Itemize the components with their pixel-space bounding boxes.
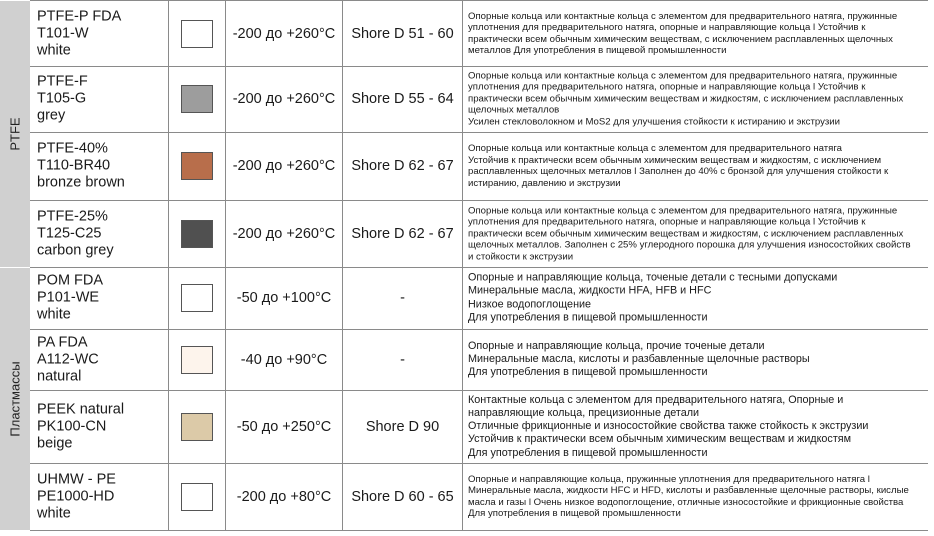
- material-name: PA FDA: [37, 334, 88, 350]
- application-line: Опорные кольца или контактные кольца с элементом для предварительного натяга, пружинные: [468, 69, 898, 81]
- material-code: T125-C25: [37, 225, 102, 241]
- application-line: Для употребления в пищевой промышленности: [468, 311, 708, 324]
- material-name: PTFE-F: [37, 73, 88, 89]
- temperature-range: -50 до +100°C: [236, 290, 332, 306]
- temperature-range: -40 до +90°C: [240, 351, 328, 368]
- application-line: практически всем обычным химическим веществам и жидкостям, с исключением расплавленных: [468, 227, 904, 239]
- material-name-cell: [30, 463, 169, 530]
- application-cell: [463, 132, 928, 200]
- material-color-name: bronze brown: [37, 174, 125, 191]
- hardness-cell: [343, 200, 463, 267]
- material-name-cell: [30, 329, 169, 390]
- application-line: истиранию, давлению и экструзии: [468, 177, 621, 189]
- color-swatch-cell: [169, 329, 226, 390]
- material-code: T105-G: [37, 90, 87, 106]
- hardness-cell: [343, 1, 463, 66]
- material-name: PTFE-25%: [37, 208, 108, 224]
- material-color-name: white: [37, 306, 71, 323]
- application-cell: [463, 329, 928, 390]
- material-code: PE1000-HD: [37, 488, 115, 504]
- temperature-cell: [226, 132, 343, 200]
- application-line: направляющие кольца, прецизионные детали: [468, 406, 700, 419]
- table-row: [30, 267, 928, 330]
- application-line: Минеральные масла, жидкости HFA, HFB и HFC: [468, 284, 712, 297]
- application-line: уплотнения для предварительного натяга, опорные и направляющие кольца l Устойчив к: [468, 81, 866, 93]
- application-line: практически всем обычным химическим веществам и жидкостям, с исключением расплавленных: [468, 92, 904, 104]
- material-code: PK100-CN: [37, 418, 107, 434]
- temperature-cell: [226, 1, 343, 66]
- material-color-name: beige: [37, 435, 73, 451]
- shore-hardness: -: [400, 351, 405, 368]
- application-line: Для употребления в пищевой промышленности: [468, 366, 708, 379]
- shore-hardness: Shore D 60 - 65: [351, 488, 454, 505]
- application-line: масла и газы l Очень низкое водопоглощение, отличные износостойкие и фрикционные свойства: [468, 496, 904, 508]
- color-swatch-cell: [169, 132, 226, 200]
- color-swatch-cell: [169, 65, 226, 132]
- table-row: [30, 463, 928, 531]
- group-plastics: [0, 268, 30, 530]
- material-name-cell: [30, 1, 169, 66]
- hardness-cell: [343, 267, 463, 329]
- temperature-range: -200 до +260°C: [232, 25, 336, 42]
- material-name-cell: [30, 132, 169, 200]
- material-code: P101-WE: [37, 289, 100, 306]
- group-ptfe: [0, 1, 30, 267]
- application-line: Опорные и направляющие кольца, точеные детали с тесными допусками: [468, 271, 838, 284]
- temperature-range: -200 до +260°C: [232, 90, 336, 107]
- color-swatch: [181, 413, 213, 441]
- application-line: практически всем обычным химическим веществам, с исключением расплавленных щелочных: [468, 33, 893, 45]
- temperature-range: -50 до +250°C: [236, 418, 332, 435]
- color-swatch-cell: [169, 390, 226, 463]
- application-line: уплотнения для предварительного натяга, опорные и направляющие кольца l Устойчив к: [468, 22, 866, 33]
- material-name: PEEK natural: [37, 401, 125, 417]
- application-line: Усилен стекловолокном и MoS2 для улучшения стойкости к истиранию и экструзии: [468, 115, 841, 127]
- application-line: Опорные и направляющие кольца, пружинные уплотнения для предварительного натяга l: [468, 473, 870, 485]
- application-cell: [463, 200, 928, 267]
- material-name: POM FDA: [37, 272, 104, 289]
- table-row: [30, 132, 928, 201]
- material-color-name: white: [37, 505, 71, 521]
- table-row: [30, 329, 928, 391]
- temperature-cell: [226, 65, 343, 132]
- temperature-cell: [226, 463, 343, 530]
- material-name-cell: [30, 65, 169, 132]
- shore-hardness: Shore D 51 - 60: [351, 25, 454, 42]
- application-line: Контактные кольца с элементом для предварительного натяга, Опорные и: [468, 393, 844, 406]
- application-cell: [463, 65, 928, 132]
- hardness-cell: [343, 390, 463, 463]
- application-line: Опорные кольца или контактные кольца с элементом для предварительного натяга, пружинные: [468, 204, 898, 216]
- color-swatch: [181, 20, 213, 48]
- application-line: щелочных металлов. Заполнен с 25% углеродного порошка для улучшения износостойких свойств: [468, 239, 911, 251]
- application-line: уплотнения для предварительного натяга, опорные и направляющие кольца l Устойчив к: [468, 216, 866, 228]
- temperature-range: -200 до +80°C: [236, 488, 332, 505]
- material-color-name: carbon grey: [37, 242, 114, 258]
- shore-hardness: Shore D 62 - 67: [351, 225, 454, 242]
- application-line: Отличные фрикционные и износостойкие свойства также стойкость к экструзии: [468, 419, 869, 432]
- application-line: металлов Для употребления в пищевой промышленности: [468, 45, 727, 56]
- temperature-cell: [226, 390, 343, 463]
- color-swatch: [181, 85, 213, 113]
- table-row: [30, 65, 928, 133]
- shore-hardness: Shore D 90: [365, 418, 440, 435]
- application-line: Минеральные масла, кислоты и разбавленные щелочные растворы: [468, 352, 810, 365]
- color-swatch-cell: [169, 1, 226, 66]
- group-label-ptfe: PTFE: [7, 117, 23, 151]
- application-line: щелочных металлов: [468, 104, 560, 116]
- table-row: [30, 0, 928, 67]
- material-name-cell: [30, 200, 169, 267]
- hardness-cell: [343, 463, 463, 530]
- application-line: Устойчив к практически всем обычным химическим веществам и жидкостям, с исключением: [468, 154, 882, 166]
- color-swatch-cell: [169, 267, 226, 329]
- temperature-cell: [226, 267, 343, 329]
- material-name-cell: [30, 390, 169, 463]
- color-swatch-cell: [169, 200, 226, 267]
- material-code: T101-W: [37, 25, 89, 41]
- shore-hardness: Shore D 55 - 64: [351, 90, 454, 107]
- temperature-cell: [226, 329, 343, 390]
- material-code: T110-BR40: [37, 157, 111, 174]
- application-line: Опорные кольца или контактные кольца с элементом для предварительного натяга: [468, 143, 842, 154]
- application-line: и стойкости к экструзии: [468, 250, 574, 262]
- temperature-cell: [226, 200, 343, 267]
- material-name: UHMW - PE: [37, 471, 116, 487]
- application-line: Устойчив к практически всем обычным химическим веществам и жидкостям: [468, 433, 852, 446]
- application-line: расплавленных щелочных металлов l Заполнен до 40% с бронзой для улучшения стойкости к: [468, 166, 889, 177]
- color-swatch: [181, 483, 213, 511]
- color-swatch: [181, 220, 213, 248]
- material-name: PTFE-40%: [37, 140, 108, 157]
- material-name-cell: [30, 267, 169, 329]
- material-code: A112-WC: [37, 351, 99, 367]
- application-line: Низкое водопоглощение: [468, 298, 592, 310]
- temperature-range: -200 до +260°C: [232, 225, 336, 242]
- table-row: [30, 200, 928, 268]
- hardness-cell: [343, 65, 463, 132]
- table-row: [30, 390, 928, 464]
- material-name: PTFE-P FDA: [37, 8, 122, 24]
- application-cell: [463, 267, 928, 329]
- application-cell: [463, 463, 928, 530]
- color-swatch: [181, 346, 213, 374]
- application-cell: [463, 390, 928, 463]
- group-label-plastics: Пластмассы: [7, 361, 23, 437]
- application-line: Для употребления в пищевой промышленности: [468, 446, 708, 459]
- material-color-name: grey: [37, 107, 66, 123]
- application-line: Опорные и направляющие кольца, прочие точеные детали: [468, 339, 765, 352]
- application-cell: [463, 1, 928, 66]
- shore-hardness: -: [400, 290, 405, 306]
- application-line: Для употребления в пищевой промышленности: [468, 508, 681, 519]
- application-line: Минеральные масла, жидкости HFC и HFD, кислоты и разбавленные щелочные растворы, кислые: [468, 485, 909, 496]
- color-swatch-cell: [169, 463, 226, 530]
- shore-hardness: Shore D 62 - 67: [351, 158, 454, 174]
- color-swatch: [181, 284, 213, 312]
- temperature-range: -200 до +260°C: [232, 158, 336, 174]
- application-line: Опорные кольца или контактные кольца с элементом для предварительного натяга, пружинные: [468, 10, 898, 22]
- material-color-name: white: [37, 42, 71, 58]
- hardness-cell: [343, 329, 463, 390]
- hardness-cell: [343, 132, 463, 200]
- color-swatch: [181, 152, 213, 180]
- material-color-name: natural: [37, 368, 82, 384]
